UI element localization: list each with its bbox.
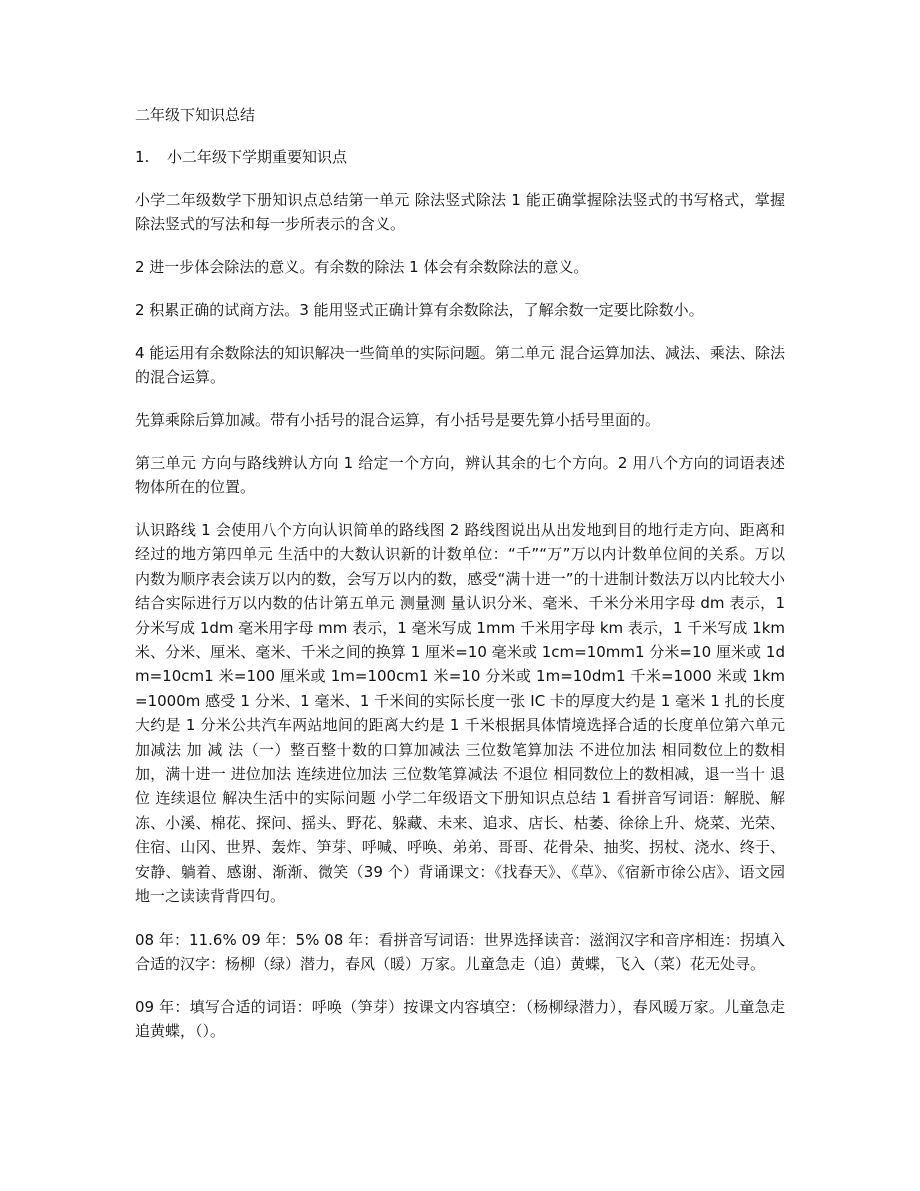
paragraph: 09 年：填写合适的词语：呼唤（笋芽）按课文内容填空：（杨柳绿潜力），春风暖万家。儿童急走追黄蝶，（）。 [135, 997, 785, 1040]
paragraph: 08 年：11.6% 09 年：5% 08 年：看拼音写词语：世界选择读音：滋润汉字和音序相连：拐填入合适的汉字：杨柳（绿）潜力，春风（暖）万家。儿童急走（追）黄蝶，飞入（菜）花无处寻。 [135, 930, 785, 973]
document-title: 二年级下知识总结 [135, 106, 256, 124]
paragraph: 2 进一步体会除法的意义。有余数的除法 1 体会有余数除法的意义。 [135, 258, 589, 276]
section-heading [135, 146, 785, 168]
paragraph: 4 能运用有余数除法的知识解决一些简单的实际问题。第二单元 混合运算加法、减法、乘法、除法的混合运算。 [135, 344, 785, 386]
paragraph: 2 积累正确的试商方法。3 能用竖式正确计算有余数除法，了解余数一定要比除数小。 [135, 301, 704, 319]
document-body [135, 104, 785, 1062]
paragraph: 第三单元 方向与路线辨认方向 1 给定一个方向，辨认其余的七个方向。2 用八个方向的词语表述物体所在的位置。 [135, 454, 785, 496]
paragraph: 小学二年级数学下册知识点总结第一单元 除法竖式除法 1 能正确掌握除法竖式的书写格式，掌握除法竖式的写法和每一步所表示的含义。 [135, 191, 785, 233]
section-number: 1. [135, 148, 150, 166]
section-heading-text: 小二年级下学期重要知识点 [167, 148, 348, 166]
paragraph: 认识路线 1 会使用八个方向认识简单的路线图 2 路线图说出从出发地到目的地行走方向、距离和经过的地方第四单元 生活中的大数认识新的计数单位：“千”“万”万以内计数单位间的关系。万以内数为顺序表会读万以内的数，会写万以内的数，感受“满十进一”的十进制计数法万以内比较大小结合实际进行万以内数的估计第五单元 测量测 量认识分米、毫米、千米分米用字母 dm 表示，1 分米写成 1dm 毫米用字母 mm 表示，1 毫米写成 1mm 千米用字母 km 表示，1 千米写成 1km 米、分米、厘米、毫米、千米之间的换算 1 厘米=10 毫米或 1cm=10mm1 分米=10 厘米或 1dm=10cm1 米=100 厘米或 1m=100cm1 米=10 分米或 1m=10dm1 千米=1000 米或 1km=1000m 感受 1 分米、1 毫米、1 千米间的实际长度一张 IC 卡的厚度大约是 1 毫米 1 扎的长度大约是 1 分米公共汽车两站地间的距离大约是 1 千米根据具体情境选择合适的长度单位第六单元 加减法 加 减 法（一）整百整十数的口算加减法 三位数笔算加法 不进位加法 相同数位上的数相加，满十进一 进位加法 连续进位加法 三位数笔算减法 不退位 相同数位上的数相减，退一当十 退位 连续退位 解决生活中的实际问题 小学二年级语文下册知识点总结 1 看拼音写词语：解脱、解冻、小溪、棉花、探问、摇头、野花、躲藏、未来、追求、店长、枯萎、徐徐上升、烧菜、光荣、住宿、山冈、世界、轰炸、笋芽、呼喊、呼唤、弟弟、哥哥、花骨朵、抽奖、拐杖、浇水、终于、安静、躺着、感谢、渐渐、微笑（39 个）背诵课文：《找春天》、《草》、《宿新市徐公店》、语文园地一之读读背背四句。 [135, 521, 785, 906]
paragraph: 先算乘除后算加减。带有小括号的混合运算，有小括号是要先算小括号里面的。 [135, 411, 661, 429]
